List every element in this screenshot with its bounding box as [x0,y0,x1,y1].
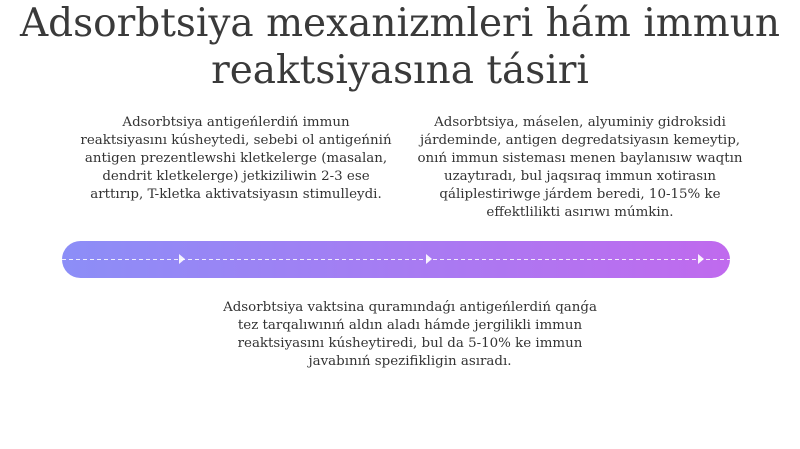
arrow-right-icon [179,254,185,264]
text-block-left: Adsorbtsiya antigeńlerdiń immun reaktsiyasını kúsheytedi, sebebi ol antigeńniń antigen prezentlewshi kletkelerge (masalan, dendrit kletkelerge) jetkiziliwin 2-3 ese arttırıp, T-kletka aktivatsiyasın stimulleydi. [80,115,392,202]
arrow-right-icon [698,254,704,264]
timeline-bar [62,241,730,278]
timeline-dashed-line [62,259,730,260]
slide-title: Adsorbtsiya mexanizmleri hám immun reaktsiyasına tásiri [20,1,780,93]
arrow-right-icon [426,254,432,264]
text-block-right: Adsorbtsiya, máselen, alyuminiy gidroksidi járdeminde, antigen degredatsiyasın kemeytip, onıń immun sisteması menen baylanısıw waqtın uzaytıradı, bul jaqsıraq immun xotirasın qáliplestiriwge járdem beredi, 10-15% ke effektlilikti asırıwı múmkin. [417,115,743,220]
text-block-bottom: Adsorbtsiya vaktsina quramındaǵı antigeńlerdiń qanǵa tez tarqalıwınıń aldın aladı hámde jergilikli immun reaktsiyasını kúsheytiredi, bul da 5-10% ke immun javabınıń spezifikligin asıradı. [223,300,597,369]
